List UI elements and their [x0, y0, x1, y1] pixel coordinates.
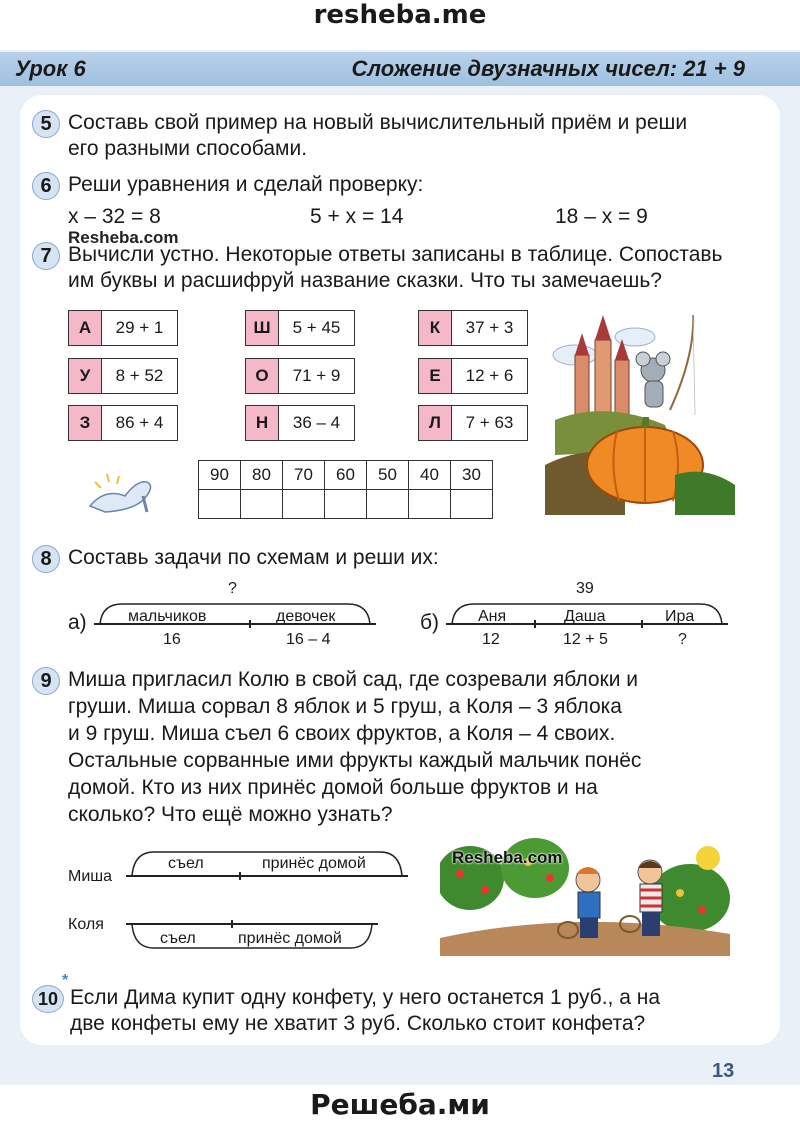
card-letter: Е: [419, 359, 452, 393]
expression-card: [68, 310, 178, 346]
answer-cell: 70: [283, 461, 325, 490]
scheme-b-value2: 12 + 5: [563, 631, 608, 648]
letter-cell: [451, 490, 493, 519]
difficulty-star: *: [62, 972, 69, 989]
letter-cell: [241, 490, 283, 519]
task7-line1: Вычисли устно. Некоторые ответы записаны в таблице. Сопоставь: [68, 243, 723, 266]
scheme-b-value1: 12: [482, 631, 500, 648]
scheme-b-part1: Аня: [478, 608, 507, 625]
watermark-inline-1: Resheba.com: [68, 228, 179, 247]
task9-line: домой. Кто из них принёс домой больше фруктов и на: [68, 776, 598, 799]
expression-card: [418, 358, 528, 394]
letter-cell: [283, 490, 325, 519]
task9-line: сколько? Что ещё можно узнать?: [68, 803, 393, 826]
task7-line2: им буквы и расшифруй название сказки. Что ты замечаешь?: [68, 269, 662, 292]
expression-card: [245, 405, 355, 441]
letter-cell: [367, 490, 409, 519]
kolya-eaten-label: съел: [160, 930, 196, 947]
answer-cell: 90: [199, 461, 241, 490]
glass-slipper-illustration: [85, 468, 160, 516]
task6-text: Реши уравнения и сделай проверку:: [68, 173, 424, 196]
card-letter: О: [246, 359, 279, 393]
scheme-a-value2: 16 – 4: [286, 631, 331, 648]
scheme-b-part3: Ира: [665, 608, 695, 625]
misha-home-label: принёс домой: [262, 855, 366, 872]
page-number: 13: [712, 1060, 735, 1082]
card-expression: 12 + 6: [465, 366, 514, 385]
scheme-b-part2: Даша: [564, 608, 606, 625]
lesson-title: Сложение двузначных чисел: 21 + 9: [351, 56, 745, 81]
scheme-a-total: ?: [228, 580, 237, 597]
card-expression: 37 + 3: [465, 318, 514, 337]
expression-card: [68, 358, 178, 394]
scheme-a-label: а): [68, 611, 87, 634]
card-expression: 29 + 1: [115, 318, 164, 337]
watermark-inline-2: Resheba.com: [452, 848, 563, 867]
answer-cell: 50: [367, 461, 409, 490]
letter-cell: [409, 490, 451, 519]
equation-2: 5 + x = 14: [310, 205, 404, 228]
card-letter: У: [69, 359, 102, 393]
lesson-label: Урок 6: [15, 56, 86, 81]
scheme-b-value3: ?: [678, 631, 687, 648]
watermark-bottom: Решеба.ми: [310, 1088, 490, 1121]
task-number-9: 9: [32, 667, 60, 695]
scheme-a-part2: девочек: [276, 608, 336, 625]
card-letter: Л: [419, 406, 452, 440]
task-number-5: 5: [32, 110, 60, 138]
task8-text: Составь задачи по схемам и реши их:: [68, 546, 439, 569]
task9-line: Миша пригласил Колю в свой сад, где созревали яблоки и: [68, 668, 639, 691]
kolya-label: Коля: [68, 916, 104, 933]
expression-card: [245, 358, 355, 394]
card-letter: З: [69, 406, 102, 440]
task9-line: и 9 груш. Миша съел 6 своих фруктов, а Коля – 4 своих.: [68, 722, 616, 745]
answer-cell: 30: [451, 461, 493, 490]
task-number-10: 10: [32, 985, 64, 1013]
task10-line2: две конфеты ему не хватит 3 руб. Сколько стоит конфета?: [70, 1012, 646, 1035]
card-expression: 8 + 52: [115, 366, 164, 385]
card-letter: Ш: [246, 311, 279, 345]
card-expression: 71 + 9: [292, 366, 341, 385]
expression-card: [418, 310, 528, 346]
scheme-a-part1: мальчиков: [128, 608, 207, 625]
misha-label: Миша: [68, 868, 112, 885]
card-expression: 5 + 45: [292, 318, 341, 337]
task-number-7: 7: [32, 242, 60, 270]
task5-line2: его разными способами.: [68, 137, 308, 160]
card-letter: А: [69, 311, 102, 345]
scheme-b-label: б): [420, 611, 440, 634]
task9-line: груши. Миша сорвал 8 яблок и 5 груш, а Коля – 3 яблока: [68, 695, 622, 718]
letter-cell: [325, 490, 367, 519]
decode-table: [198, 460, 493, 519]
task-number-6: 6: [32, 172, 60, 200]
equation-3: 18 – x = 9: [555, 205, 648, 228]
expression-card: [68, 405, 178, 441]
kolya-home-label: принёс домой: [238, 930, 342, 947]
card-expression: 86 + 4: [115, 413, 164, 432]
task-number-8: 8: [32, 545, 60, 573]
expression-card: [418, 405, 528, 441]
card-expression: 7 + 63: [465, 413, 514, 432]
card-letter: К: [419, 311, 452, 345]
expression-card: [245, 310, 355, 346]
card-expression: 36 – 4: [292, 413, 341, 432]
task9-line: Остальные сорванные ими фрукты каждый мальчик понёс: [68, 749, 642, 772]
fairy-tale-illustration: [545, 315, 735, 515]
scheme-a-value1: 16: [163, 631, 181, 648]
equation-1: x – 32 = 8: [68, 205, 161, 228]
answer-cell: 80: [241, 461, 283, 490]
task10-line1: Если Дима купит одну конфету, у него останется 1 руб., а на: [70, 986, 660, 1009]
misha-eaten-label: съел: [168, 855, 204, 872]
letter-cell: [199, 490, 241, 519]
answer-cell: 40: [409, 461, 451, 490]
watermark-top: resheba.me: [313, 0, 487, 30]
scheme-b-total: 39: [576, 580, 594, 597]
answer-cell: 60: [325, 461, 367, 490]
task5-line1: Составь свой пример на новый вычислительный приём и реши: [68, 111, 688, 134]
card-letter: Н: [246, 406, 279, 440]
